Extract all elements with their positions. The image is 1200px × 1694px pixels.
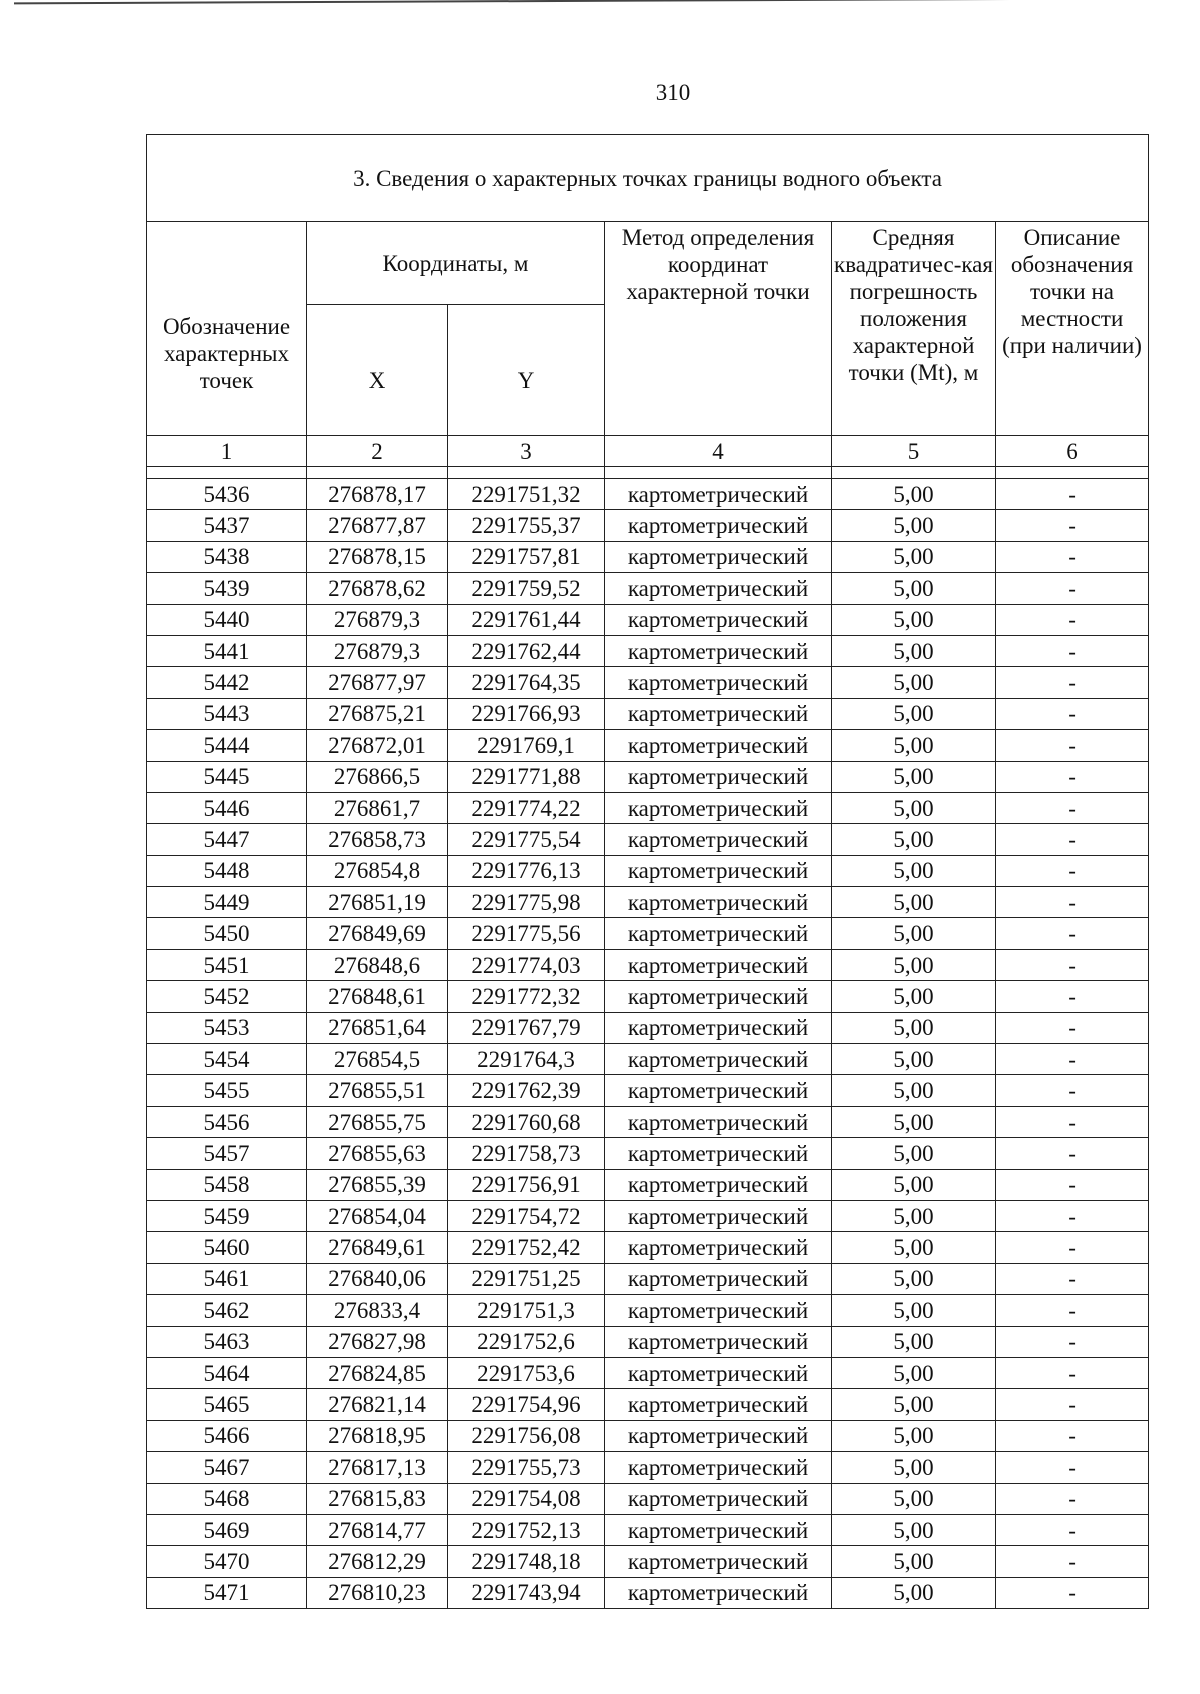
description-cell: -	[996, 1577, 1149, 1608]
table-row	[147, 510, 1149, 541]
method-cell: картометрический	[605, 541, 832, 572]
table-row	[147, 824, 1149, 855]
y-coord-cell: 2291769,1	[448, 730, 605, 761]
description-cell: -	[996, 981, 1149, 1012]
scan-top-edge	[14, 0, 1089, 4]
x-coord-cell: 276849,69	[307, 918, 448, 949]
method-cell: картометрический	[605, 1514, 832, 1545]
y-coord-cell: 2291748,18	[448, 1546, 605, 1577]
table-row	[147, 1514, 1149, 1545]
table-title: 3. Сведения о характерных точках границы водного объекта	[147, 135, 1149, 222]
point-id-cell: 5459	[147, 1200, 307, 1231]
x-coord-cell: 276877,97	[307, 667, 448, 698]
y-coord-cell: 2291764,35	[448, 667, 605, 698]
description-cell: -	[996, 1514, 1149, 1545]
point-id-cell: 5467	[147, 1452, 307, 1483]
header-spacer	[147, 467, 1149, 479]
description-cell: -	[996, 1389, 1149, 1420]
point-id-cell: 5454	[147, 1044, 307, 1075]
description-cell: -	[996, 1232, 1149, 1263]
error-cell: 5,00	[832, 1263, 996, 1294]
method-cell: картометрический	[605, 792, 832, 823]
error-cell: 5,00	[832, 1452, 996, 1483]
table-row	[147, 1232, 1149, 1263]
table-row	[147, 635, 1149, 666]
x-coord-cell: 276858,73	[307, 824, 448, 855]
description-cell: -	[996, 855, 1149, 886]
description-cell: -	[996, 1138, 1149, 1169]
error-cell: 5,00	[832, 1044, 996, 1075]
table-row	[147, 1577, 1149, 1608]
column-number: 4	[605, 436, 832, 467]
point-id-cell: 5458	[147, 1169, 307, 1200]
description-cell: -	[996, 698, 1149, 729]
point-id-cell: 5442	[147, 667, 307, 698]
header-point-designation: Обозначение характерных точек	[147, 222, 307, 436]
description-cell: -	[996, 792, 1149, 823]
point-id-cell: 5439	[147, 573, 307, 604]
x-coord-cell: 276875,21	[307, 698, 448, 729]
y-coord-cell: 2291752,13	[448, 1514, 605, 1545]
error-cell: 5,00	[832, 918, 996, 949]
x-coord-cell: 276814,77	[307, 1514, 448, 1545]
y-coord-cell: 2291751,3	[448, 1295, 605, 1326]
point-id-cell: 5437	[147, 510, 307, 541]
y-coord-cell: 2291774,22	[448, 792, 605, 823]
description-cell: -	[996, 635, 1149, 666]
description-cell: -	[996, 1106, 1149, 1137]
method-cell: картометрический	[605, 824, 832, 855]
error-cell: 5,00	[832, 1420, 996, 1451]
point-id-cell: 5452	[147, 981, 307, 1012]
error-cell: 5,00	[832, 510, 996, 541]
description-cell: -	[996, 761, 1149, 792]
method-cell: картометрический	[605, 479, 832, 510]
method-cell: картометрический	[605, 1295, 832, 1326]
x-coord-cell: 276848,6	[307, 949, 448, 980]
point-id-cell: 5455	[147, 1075, 307, 1106]
description-cell: -	[996, 918, 1149, 949]
error-cell: 5,00	[832, 761, 996, 792]
y-coord-cell: 2291776,13	[448, 855, 605, 886]
table-row	[147, 604, 1149, 635]
y-coord-cell: 2291754,96	[448, 1389, 605, 1420]
table-row	[147, 761, 1149, 792]
table-row	[147, 981, 1149, 1012]
y-coord-cell: 2291766,93	[448, 698, 605, 729]
description-cell: -	[996, 1420, 1149, 1451]
y-coord-cell: 2291762,39	[448, 1075, 605, 1106]
description-cell: -	[996, 1483, 1149, 1514]
table-row	[147, 1075, 1149, 1106]
table-row	[147, 1452, 1149, 1483]
y-coord-cell: 2291753,6	[448, 1357, 605, 1388]
error-cell: 5,00	[832, 1012, 996, 1043]
point-id-cell: 5464	[147, 1357, 307, 1388]
x-coord-cell: 276877,87	[307, 510, 448, 541]
y-coord-cell: 2291754,08	[448, 1483, 605, 1514]
table-row	[147, 1012, 1149, 1043]
description-cell: -	[996, 1169, 1149, 1200]
x-coord-cell: 276851,19	[307, 887, 448, 918]
x-coord-cell: 276810,23	[307, 1577, 448, 1608]
method-cell: картометрический	[605, 1106, 832, 1137]
description-cell: -	[996, 1200, 1149, 1231]
point-id-cell: 5448	[147, 855, 307, 886]
y-coord-cell: 2291755,37	[448, 510, 605, 541]
column-number: 3	[448, 436, 605, 467]
method-cell: картометрический	[605, 1169, 832, 1200]
x-coord-cell: 276879,3	[307, 604, 448, 635]
method-cell: картометрический	[605, 1232, 832, 1263]
x-coord-cell: 276812,29	[307, 1546, 448, 1577]
table-row	[147, 1546, 1149, 1577]
x-coord-cell: 276815,83	[307, 1483, 448, 1514]
point-id-cell: 5462	[147, 1295, 307, 1326]
x-coord-cell: 276855,39	[307, 1169, 448, 1200]
y-coord-cell: 2291756,91	[448, 1169, 605, 1200]
point-id-cell: 5465	[147, 1389, 307, 1420]
table-row	[147, 1106, 1149, 1137]
error-cell: 5,00	[832, 604, 996, 635]
y-coord-cell: 2291757,81	[448, 541, 605, 572]
header-coordinates: Координаты, м	[307, 222, 605, 305]
table-row	[147, 918, 1149, 949]
table-row	[147, 1169, 1149, 1200]
table-row	[147, 1044, 1149, 1075]
x-coord-cell: 276878,62	[307, 573, 448, 604]
x-coord-cell: 276872,01	[307, 730, 448, 761]
method-cell: картометрический	[605, 1200, 832, 1231]
point-id-cell: 5461	[147, 1263, 307, 1294]
method-cell: картометрический	[605, 604, 832, 635]
y-coord-cell: 2291771,88	[448, 761, 605, 792]
x-coord-cell: 276849,61	[307, 1232, 448, 1263]
method-cell: картометрический	[605, 1389, 832, 1420]
method-cell: картометрический	[605, 761, 832, 792]
method-cell: картометрический	[605, 855, 832, 886]
error-cell: 5,00	[832, 1389, 996, 1420]
y-coord-cell: 2291772,32	[448, 981, 605, 1012]
error-cell: 5,00	[832, 479, 996, 510]
y-coord-cell: 2291759,52	[448, 573, 605, 604]
error-cell: 5,00	[832, 1295, 996, 1326]
y-coord-cell: 2291767,79	[448, 1012, 605, 1043]
description-cell: -	[996, 573, 1149, 604]
method-cell: картометрический	[605, 1012, 832, 1043]
method-cell: картометрический	[605, 1577, 832, 1608]
header-method: Метод определения координат характерной точки	[605, 222, 832, 436]
error-cell: 5,00	[832, 1200, 996, 1231]
y-coord-cell: 2291775,98	[448, 887, 605, 918]
point-id-cell: 5447	[147, 824, 307, 855]
y-coord-cell: 2291751,32	[448, 479, 605, 510]
description-cell: -	[996, 510, 1149, 541]
point-id-cell: 5470	[147, 1546, 307, 1577]
method-cell: картометрический	[605, 635, 832, 666]
table-row	[147, 541, 1149, 572]
table-row	[147, 573, 1149, 604]
error-cell: 5,00	[832, 1326, 996, 1357]
description-cell: -	[996, 887, 1149, 918]
x-coord-cell: 276851,64	[307, 1012, 448, 1043]
y-coord-cell: 2291752,6	[448, 1326, 605, 1357]
table-row	[147, 1295, 1149, 1326]
x-coord-cell: 276817,13	[307, 1452, 448, 1483]
table-row	[147, 855, 1149, 886]
point-id-cell: 5441	[147, 635, 307, 666]
error-cell: 5,00	[832, 1577, 996, 1608]
point-id-cell: 5460	[147, 1232, 307, 1263]
x-coord-cell: 276827,98	[307, 1326, 448, 1357]
boundary-points-table	[146, 134, 1149, 1609]
method-cell: картометрический	[605, 1546, 832, 1577]
table-row	[147, 479, 1149, 510]
table-row	[147, 887, 1149, 918]
method-cell: картометрический	[605, 1357, 832, 1388]
page-number: 310	[655, 80, 691, 105]
table-body	[147, 479, 1149, 1609]
description-cell: -	[996, 1546, 1149, 1577]
table-row	[147, 1420, 1149, 1451]
table-row	[147, 1389, 1149, 1420]
y-coord-cell: 2291762,44	[448, 635, 605, 666]
point-id-cell: 5450	[147, 918, 307, 949]
point-id-cell: 5457	[147, 1138, 307, 1169]
error-cell: 5,00	[832, 573, 996, 604]
method-cell: картометрический	[605, 1326, 832, 1357]
point-id-cell: 5471	[147, 1577, 307, 1608]
table-row	[147, 1138, 1149, 1169]
error-cell: 5,00	[832, 1514, 996, 1545]
error-cell: 5,00	[832, 1232, 996, 1263]
table-row	[147, 698, 1149, 729]
description-cell: -	[996, 604, 1149, 635]
x-coord-cell: 276855,75	[307, 1106, 448, 1137]
x-coord-cell: 276855,51	[307, 1075, 448, 1106]
table-row	[147, 1326, 1149, 1357]
description-cell: -	[996, 541, 1149, 572]
method-cell: картометрический	[605, 949, 832, 980]
error-cell: 5,00	[832, 730, 996, 761]
x-coord-cell: 276878,15	[307, 541, 448, 572]
method-cell: картометрический	[605, 730, 832, 761]
x-coord-cell: 276833,4	[307, 1295, 448, 1326]
column-number: 2	[307, 436, 448, 467]
error-cell: 5,00	[832, 824, 996, 855]
header-x: X	[307, 305, 448, 436]
header-mean-error: Средняя квадратичес-кая погрешность положения характерной точки (Mt), м	[832, 222, 996, 436]
x-coord-cell: 276818,95	[307, 1420, 448, 1451]
y-coord-cell: 2291756,08	[448, 1420, 605, 1451]
y-coord-cell: 2291754,72	[448, 1200, 605, 1231]
point-id-cell: 5453	[147, 1012, 307, 1043]
method-cell: картометрический	[605, 1138, 832, 1169]
description-cell: -	[996, 1295, 1149, 1326]
error-cell: 5,00	[832, 1483, 996, 1514]
method-cell: картометрический	[605, 1483, 832, 1514]
point-id-cell: 5456	[147, 1106, 307, 1137]
x-coord-cell: 276861,7	[307, 792, 448, 823]
description-cell: -	[996, 1044, 1149, 1075]
method-cell: картометрический	[605, 1452, 832, 1483]
point-id-cell: 5449	[147, 887, 307, 918]
error-cell: 5,00	[832, 635, 996, 666]
description-cell: -	[996, 1012, 1149, 1043]
y-coord-cell: 2291752,42	[448, 1232, 605, 1263]
x-coord-cell: 276879,3	[307, 635, 448, 666]
header-y: Y	[448, 305, 605, 436]
table-row	[147, 949, 1149, 980]
error-cell: 5,00	[832, 981, 996, 1012]
y-coord-cell: 2291755,73	[448, 1452, 605, 1483]
column-number-row	[147, 436, 1149, 467]
table-row	[147, 792, 1149, 823]
point-id-cell: 5438	[147, 541, 307, 572]
method-cell: картометрический	[605, 1075, 832, 1106]
description-cell: -	[996, 1263, 1149, 1294]
method-cell: картометрический	[605, 510, 832, 541]
table-row	[147, 1200, 1149, 1231]
table-row	[147, 1357, 1149, 1388]
description-cell: -	[996, 1357, 1149, 1388]
error-cell: 5,00	[832, 792, 996, 823]
point-id-cell: 5451	[147, 949, 307, 980]
description-cell: -	[996, 479, 1149, 510]
error-cell: 5,00	[832, 1075, 996, 1106]
x-coord-cell: 276854,5	[307, 1044, 448, 1075]
error-cell: 5,00	[832, 1169, 996, 1200]
y-coord-cell: 2291743,94	[448, 1577, 605, 1608]
column-number: 6	[996, 436, 1149, 467]
x-coord-cell: 276866,5	[307, 761, 448, 792]
y-coord-cell: 2291774,03	[448, 949, 605, 980]
error-cell: 5,00	[832, 855, 996, 886]
column-number: 1	[147, 436, 307, 467]
point-id-cell: 5466	[147, 1420, 307, 1451]
y-coord-cell: 2291764,3	[448, 1044, 605, 1075]
error-cell: 5,00	[832, 1106, 996, 1137]
description-cell: -	[996, 667, 1149, 698]
method-cell: картометрический	[605, 918, 832, 949]
error-cell: 5,00	[832, 667, 996, 698]
point-id-cell: 5440	[147, 604, 307, 635]
table-row	[147, 1263, 1149, 1294]
point-id-cell: 5463	[147, 1326, 307, 1357]
point-id-cell: 5443	[147, 698, 307, 729]
method-cell: картометрический	[605, 1420, 832, 1451]
table-row	[147, 1483, 1149, 1514]
y-coord-cell: 2291775,56	[448, 918, 605, 949]
point-id-cell: 5469	[147, 1514, 307, 1545]
description-cell: -	[996, 1452, 1149, 1483]
description-cell: -	[996, 949, 1149, 980]
point-id-cell: 5444	[147, 730, 307, 761]
x-coord-cell: 276878,17	[307, 479, 448, 510]
method-cell: картометрический	[605, 667, 832, 698]
point-id-cell: 5446	[147, 792, 307, 823]
description-cell: -	[996, 1075, 1149, 1106]
x-coord-cell: 276848,61	[307, 981, 448, 1012]
error-cell: 5,00	[832, 698, 996, 729]
table-row	[147, 667, 1149, 698]
description-cell: -	[996, 1326, 1149, 1357]
x-coord-cell: 276854,8	[307, 855, 448, 886]
column-number: 5	[832, 436, 996, 467]
error-cell: 5,00	[832, 949, 996, 980]
description-cell: -	[996, 824, 1149, 855]
point-id-cell: 5445	[147, 761, 307, 792]
method-cell: картометрический	[605, 887, 832, 918]
point-id-cell: 5436	[147, 479, 307, 510]
x-coord-cell: 276821,14	[307, 1389, 448, 1420]
error-cell: 5,00	[832, 541, 996, 572]
method-cell: картометрический	[605, 1044, 832, 1075]
error-cell: 5,00	[832, 1357, 996, 1388]
error-cell: 5,00	[832, 887, 996, 918]
error-cell: 5,00	[832, 1546, 996, 1577]
method-cell: картометрический	[605, 1263, 832, 1294]
y-coord-cell: 2291751,25	[448, 1263, 605, 1294]
point-id-cell: 5468	[147, 1483, 307, 1514]
method-cell: картометрический	[605, 573, 832, 604]
y-coord-cell: 2291758,73	[448, 1138, 605, 1169]
header-description: Описание обозначения точки на местности (при наличии)	[996, 222, 1149, 436]
x-coord-cell: 276840,06	[307, 1263, 448, 1294]
y-coord-cell: 2291760,68	[448, 1106, 605, 1137]
x-coord-cell: 276855,63	[307, 1138, 448, 1169]
x-coord-cell: 276824,85	[307, 1357, 448, 1388]
method-cell: картометрический	[605, 698, 832, 729]
description-cell: -	[996, 730, 1149, 761]
method-cell: картометрический	[605, 981, 832, 1012]
y-coord-cell: 2291775,54	[448, 824, 605, 855]
error-cell: 5,00	[832, 1138, 996, 1169]
x-coord-cell: 276854,04	[307, 1200, 448, 1231]
y-coord-cell: 2291761,44	[448, 604, 605, 635]
table-row	[147, 730, 1149, 761]
